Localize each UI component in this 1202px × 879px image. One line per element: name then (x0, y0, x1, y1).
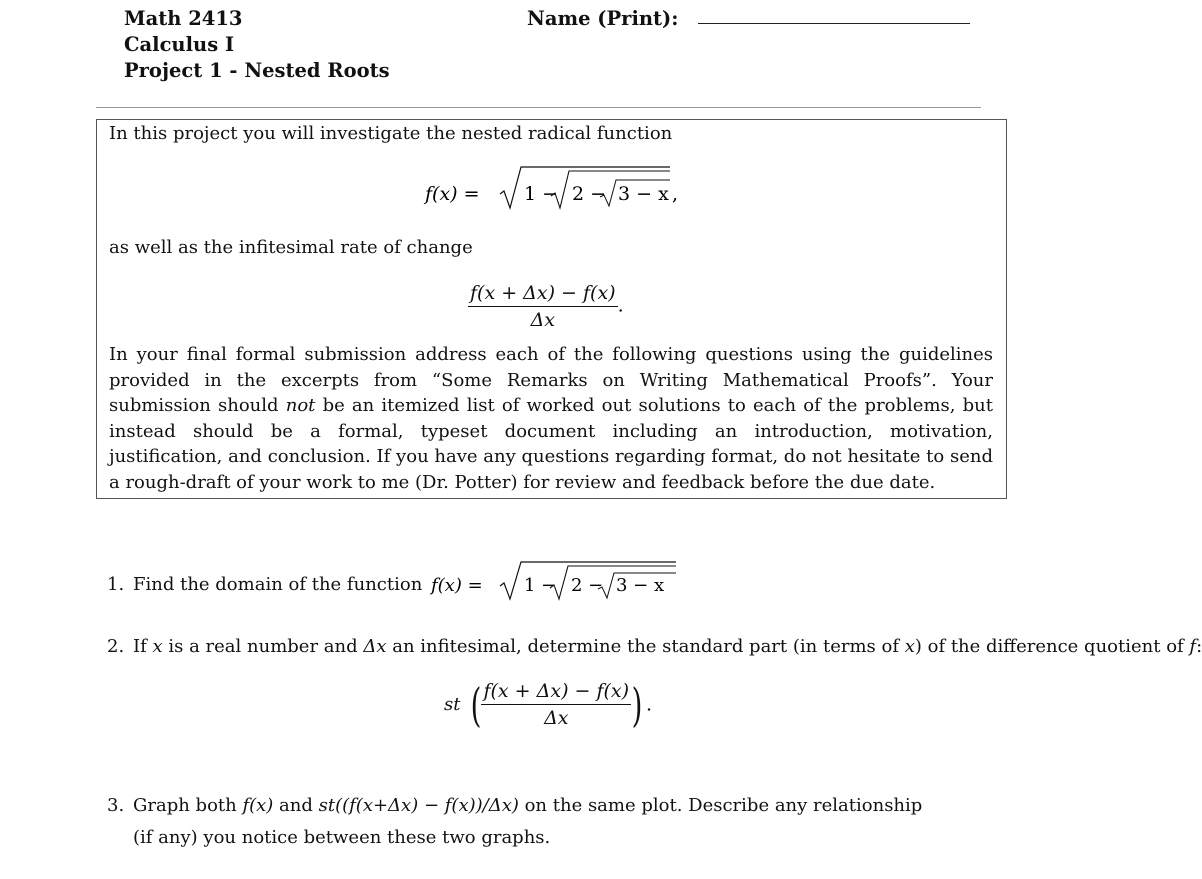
q2-text-d: ) of the difference quotient of (914, 636, 1190, 657)
question-2-number: 2. (107, 636, 125, 657)
intro-function-formula (420, 164, 690, 212)
question-1-formula (428, 559, 688, 605)
q2-text-b: is a real number and (162, 636, 364, 657)
instructions-text-part2: be an itemized list of worked out solutions to each of the problems, but instead should be a formal, typeset document including an introduction, motivation, justification, and conclusion. If you have any questions regarding format, do not hesitate to send a rough-draft of your work to me (Dr. Potter) for review and feedback before the due date. (109, 395, 993, 493)
q2-end-period: . (646, 693, 653, 716)
function-lhs: f(x) = (425, 183, 480, 205)
rate-of-change-formula (468, 282, 624, 331)
function-radicand-outer: 1 − (524, 183, 559, 205)
rate-end-period: . (617, 294, 624, 317)
question-1-text: Find the domain of the function (133, 574, 423, 595)
q2-numerator: f(x + Δx) − f(x) (481, 680, 631, 705)
name-label: Name (Print): (527, 7, 679, 30)
question-2-line-1 (107, 634, 1202, 660)
function-radicand-middle: 2 − (572, 183, 607, 205)
q2-denominator: Δx (544, 707, 569, 729)
q2-text-c: an infitesimal, determine the standard part (in terms of (386, 636, 905, 657)
header-divider (96, 107, 981, 108)
intro-line-1: In this project you will investigate the nested radical function (109, 123, 673, 144)
left-paren: ( (470, 677, 481, 732)
q2-var-f: f (1189, 636, 1197, 657)
q1-radicand-middle: 2 − (571, 575, 604, 596)
intro-line-2: as well as the infitesimal rate of change (109, 237, 473, 258)
q2-text-a: If (133, 636, 153, 657)
q1-radicand-outer: 1 − (524, 575, 557, 596)
course-number: Math 2413 (124, 7, 243, 30)
project-title: Project 1 - Nested Roots (124, 59, 390, 82)
q2-var-x2: x (904, 636, 915, 657)
st-label: st (444, 694, 461, 715)
function-radicand-inner: 3 − x (618, 183, 669, 205)
q1-radicand-inner: 3 − x (616, 575, 665, 596)
rate-numerator: f(x + Δx) − f(x) (468, 282, 618, 307)
question-3-number: 3. (107, 795, 125, 816)
course-subject: Calculus I (124, 33, 235, 56)
rate-fraction (468, 282, 618, 331)
q2-text-e: : (1196, 636, 1202, 657)
instructions-text-part1: In your final formal submission address each of the following questions using the guidelines provided in the excerpts from “Some Remarks on Writing Mathematical Proofs”. Your submission should (109, 344, 993, 416)
question-2-formula (444, 677, 653, 732)
q3-text-b: and (273, 795, 319, 816)
name-blank-line[interactable] (698, 23, 970, 24)
instructions-emphasis: not (285, 395, 316, 416)
question-3-line-2: (if any) you notice between these two graphs. (133, 827, 551, 848)
question-1-number: 1. (107, 574, 125, 595)
q2-var-x: x (152, 636, 163, 657)
question-3-line-1 (107, 793, 922, 819)
q3-text-c: on the same plot. Describe any relationship (518, 795, 923, 816)
function-end-comma: , (672, 183, 679, 205)
question-1 (107, 572, 422, 598)
q3-math-st: st((f(x+Δx) − f(x))/Δx) (318, 795, 519, 816)
q2-fraction (481, 680, 631, 729)
right-paren: ) (631, 677, 643, 732)
q3-text-a: Graph both (133, 795, 243, 816)
q2-delta-x: Δx (363, 636, 387, 657)
instructions-paragraph (109, 342, 993, 495)
q1-function-lhs: f(x) = (431, 575, 483, 596)
document-header (124, 6, 390, 84)
rate-denominator: Δx (530, 309, 556, 331)
q3-math-fx: f(x) (242, 795, 274, 816)
